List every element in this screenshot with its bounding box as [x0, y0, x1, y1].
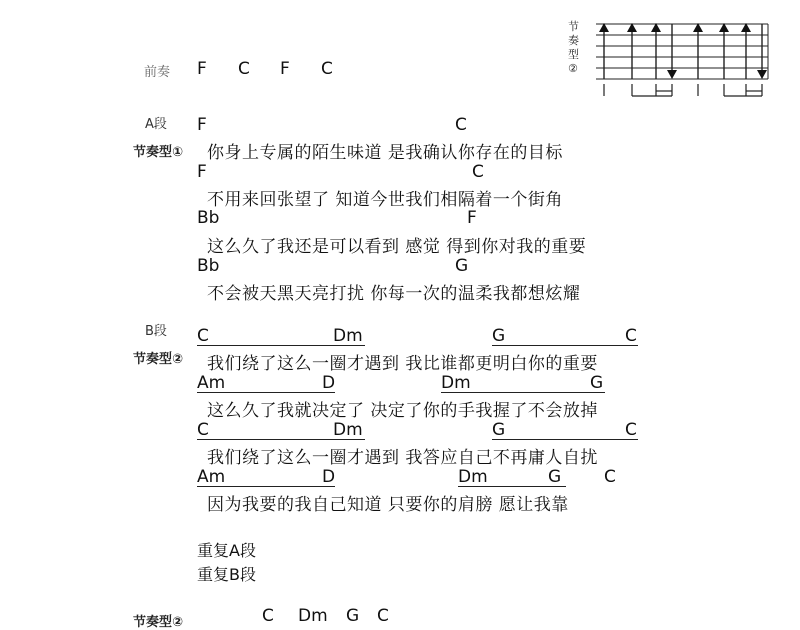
chord: Dm	[441, 373, 471, 393]
intro-chord: F	[280, 59, 290, 79]
chord-underline	[441, 391, 605, 393]
outro-rhythm-label: 节奏型②	[133, 615, 184, 630]
chord: G	[590, 373, 604, 393]
lyric-line: 我们绕了这么一圈才遇到 我答应自己不再庸人自扰	[207, 448, 598, 468]
chord-underline	[492, 438, 638, 440]
chord-underline	[197, 485, 335, 487]
lyric-line: 你身上专属的陌生味道 是我确认你存在的目标	[207, 143, 563, 163]
chord: C	[625, 420, 637, 440]
chord: Am	[197, 467, 226, 487]
lyric-line: 我们绕了这么一圈才遇到 我比谁都更明白你的重要	[207, 354, 598, 374]
intro-chord: F	[197, 59, 207, 79]
lyric-line: 这么久了我就决定了 决定了你的手我握了不会放掉	[207, 401, 598, 421]
chord: G	[548, 467, 562, 487]
rhythm-diagram-label: 节 奏 型 ②	[568, 20, 579, 75]
chord: C	[197, 326, 209, 346]
section-b-label: B段	[145, 324, 167, 339]
chord: C	[472, 162, 484, 182]
chord: C	[604, 467, 616, 487]
rhythm-diagram	[566, 18, 776, 102]
chord: Am	[197, 373, 226, 393]
chord: Dm	[333, 326, 363, 346]
outro-chord: C	[377, 606, 389, 626]
outro-chord: G	[346, 606, 360, 626]
chord: Bb	[197, 208, 220, 228]
chord: F	[197, 115, 207, 135]
lyric-line: 因为我要的我自己知道 只要你的肩膀 愿让我靠	[207, 495, 569, 515]
chord: Bb	[197, 256, 220, 276]
repeat-instruction: 重复B段	[197, 565, 256, 584]
chord: F	[467, 208, 477, 228]
lyric-line: 这么久了我还是可以看到 感觉 得到你对我的重要	[207, 237, 587, 257]
intro-chord: C	[238, 59, 250, 79]
rhythm-tab-staff	[566, 18, 776, 102]
outro-chord: C	[262, 606, 274, 626]
chord: C	[625, 326, 637, 346]
lyric-line: 不用来回张望了 知道今世我们相隔着一个街角	[207, 190, 563, 210]
chord: C	[197, 420, 209, 440]
chord: G	[492, 326, 506, 346]
intro-label: 前奏	[144, 65, 171, 80]
intro-chord: C	[321, 59, 333, 79]
chord: D	[322, 467, 336, 487]
section-a-label: A段	[145, 117, 167, 132]
chord-underline	[492, 344, 638, 346]
chord: Dm	[458, 467, 488, 487]
chord: F	[197, 162, 207, 182]
repeat-instruction: 重复A段	[197, 541, 256, 560]
chord: D	[322, 373, 336, 393]
section-b-rhythm-label: 节奏型②	[133, 352, 184, 367]
section-a-rhythm-label: 节奏型①	[133, 145, 184, 160]
chord: C	[455, 115, 467, 135]
chord: G	[492, 420, 506, 440]
lyric-line: 不会被天黑天亮打扰 你每一次的温柔我都想炫耀	[207, 284, 581, 304]
outro-chord: Dm	[298, 606, 328, 626]
chord-underline	[197, 391, 335, 393]
chord: G	[455, 256, 469, 276]
chord: Dm	[333, 420, 363, 440]
